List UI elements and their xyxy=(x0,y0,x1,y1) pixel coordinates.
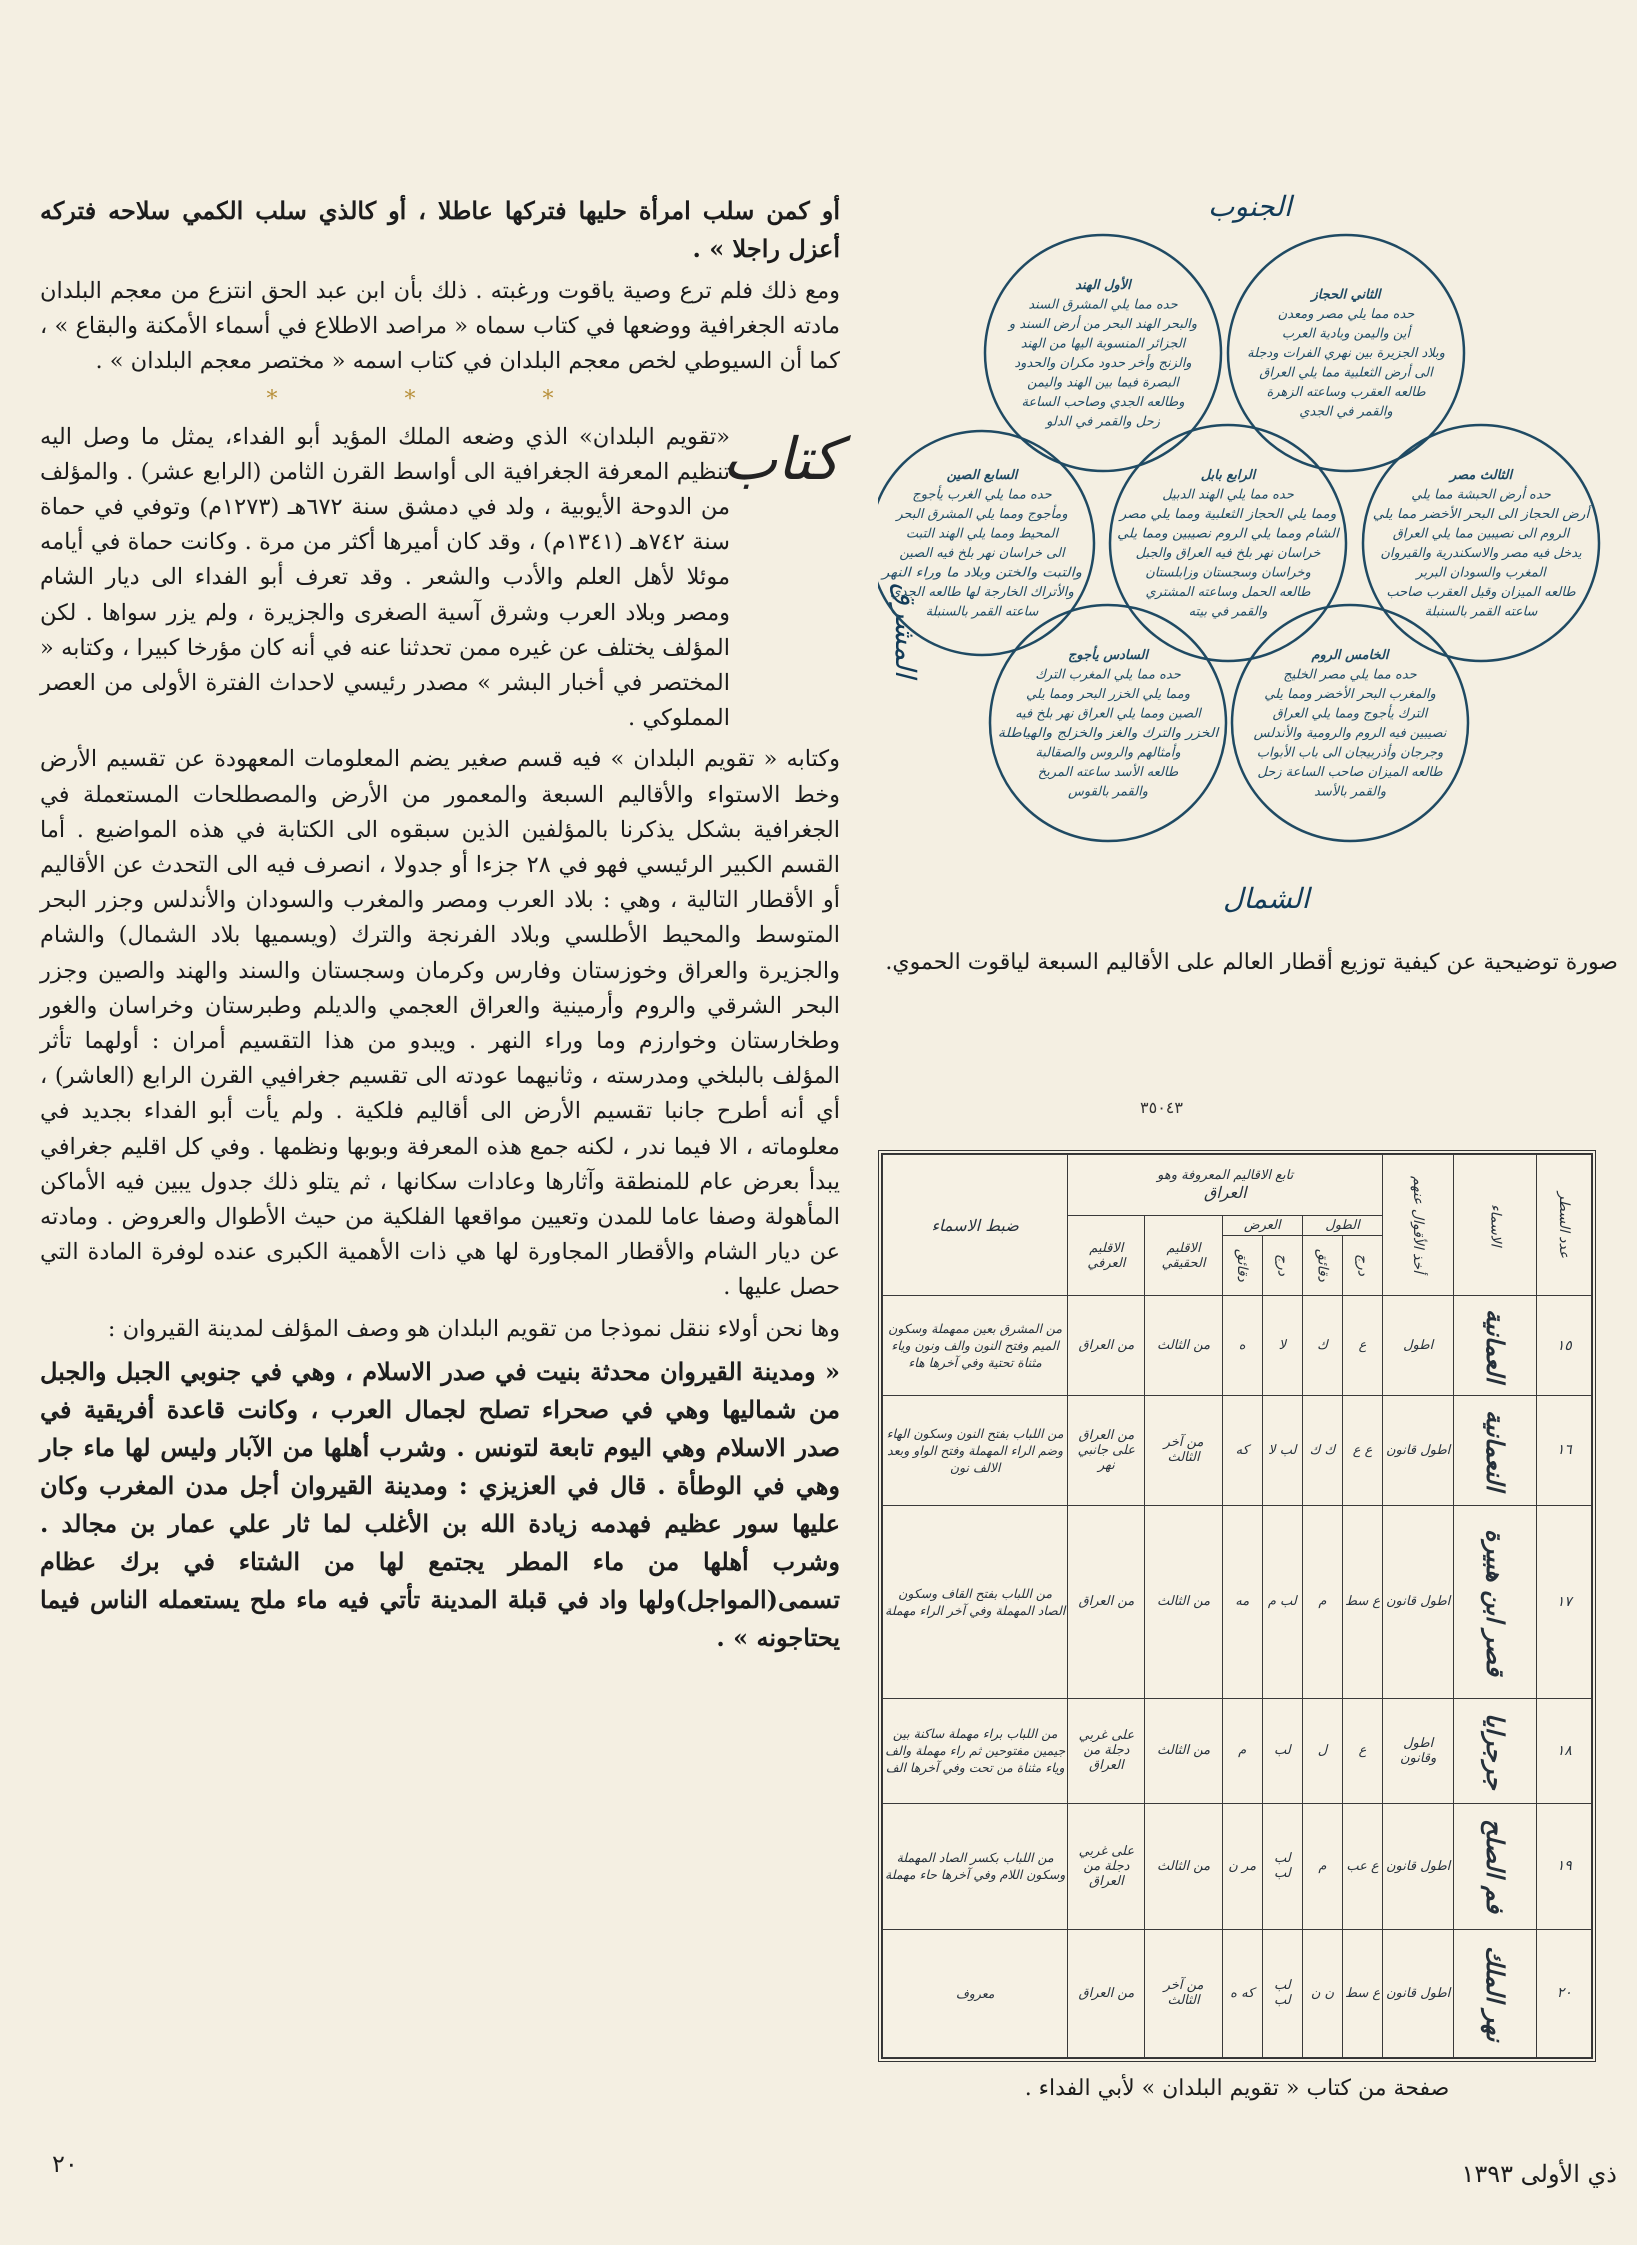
spelling-cell: معروف xyxy=(883,1929,1068,2057)
table-row xyxy=(883,1296,1592,1396)
lat-min-cell: كه ه xyxy=(1222,1929,1262,2057)
climate-title: الثاني الحجاز xyxy=(1311,287,1381,303)
lat-min-cell: م xyxy=(1222,1699,1262,1803)
climate-line: والأتراك الخارجة لها طالعه الجدي xyxy=(890,584,1069,600)
long-min-cell: ن ن xyxy=(1302,1929,1342,2057)
climate-line: الترك يأجوج ومما يلي العراق xyxy=(1272,706,1428,722)
long-min-cell: م xyxy=(1302,1505,1342,1699)
climate-line: خراسان نهر بلخ فيه العراق والجبل xyxy=(1135,545,1321,561)
lat-min-cell: كه xyxy=(1222,1396,1262,1505)
qayrawan-quote: « ومدينة القيروان محدثة بنيت في صدر الاسلام ، وهي في جنوبي الجبل والجبل من شماليها وهي في صحراء تصلح لجمال العرب ، وكانت قاعدة أفريقية في صدر الاسلام وهي اليوم تابعة لتونس . وشرب أهلها من الآبار وليس لها ماء جار وهي في الوطأة . قال في العزيزي : ومدينة القيروان أجل مدن المغرب وكان عليها سور عظيم فهدمه زيادة الله بن الأغلب لما ثار علي عمار بن مجالد . وشرب أهلها من ماء المطر يجتمع لها من الشتاء في برك عظام تسمى(المواجل)ولها واد في قبلة المدينة تأتي فيه ماء ملح يستعمله الناس فيما يحتاجونه » . xyxy=(40,1356,840,1652)
place-name: فم الصلح xyxy=(1454,1803,1537,1929)
figure-caption: صورة توضيحية عن كيفية توزيع أقطار العالم على الأقاليم السبعة لياقوت الحموي. xyxy=(885,950,1618,975)
table-row xyxy=(883,1929,1592,2057)
climate-line: يدخل فيه مصر والاسكندرية والقيروان xyxy=(1380,545,1582,561)
source-cell: اطول قانون xyxy=(1383,1396,1454,1505)
climate-line: حده مما يلي مصر الخليج xyxy=(1283,667,1417,683)
row-number: ١٩ xyxy=(1537,1803,1592,1929)
spelling-cell: من المشرق بعين ممهملة وسكون الميم وفتح النون والف ونون وياء مثناة تحتية وفي آخرها هاء xyxy=(883,1296,1068,1396)
climate-title: الرابع بابل xyxy=(1200,467,1256,483)
long-min-cell: ك xyxy=(1302,1296,1342,1396)
header-long-min: دقائق xyxy=(1302,1236,1342,1296)
real-clime-cell: من آخر الثالث xyxy=(1145,1396,1222,1505)
climate-circle xyxy=(985,235,1221,471)
row-number: ١٦ xyxy=(1537,1396,1592,1505)
climate-line: حده مما يلي الهند الدبيل xyxy=(1162,487,1294,503)
header-lat: العرض xyxy=(1222,1216,1302,1236)
climate-line: والقمر في الجدي xyxy=(1299,404,1393,420)
climate-line: أرض الحجاز الى البحر الأخضر مما يلي xyxy=(1372,506,1578,522)
long-min-cell: ل xyxy=(1302,1699,1342,1803)
lat-deg-cell: لب م xyxy=(1262,1505,1302,1699)
climate-line: وأمثالهم والروس والصقالبة xyxy=(1035,745,1181,761)
real-clime-cell: من الثالث xyxy=(1145,1296,1222,1396)
manuscript-table xyxy=(882,1154,1592,2058)
lat-deg-cell: لب xyxy=(1262,1699,1302,1803)
long-deg-cell: ع سط xyxy=(1343,1505,1383,1699)
table-row xyxy=(883,1699,1592,1803)
paragraph-summaries: ومع ذلك فلم ترع وصية ياقوت ورغبته . ذلك بأن ابن عبد الحق انتزع من معجم البلدان مادته الجغرافية ووضعها في كتاب سماه « مراصد الاطلاع في أسماء الأمكنة والبقاع » ، كما أن السيوطي لخص معجم البلدان في كتاب اسمه « مختصر معجم البلدان » . xyxy=(40,278,840,375)
real-clime-cell: من الثالث xyxy=(1145,1699,1222,1803)
place-name: نهر الملك xyxy=(1454,1929,1537,2057)
climate-line: ساعته القمر بالسنبلة xyxy=(1424,604,1538,620)
climate-circle xyxy=(1363,425,1599,661)
row-number: ١٥ xyxy=(1537,1296,1592,1396)
source-cell: اطول قانون xyxy=(1383,1929,1454,2057)
climate-line: طالعه الأسد ساعته المريخ xyxy=(1037,764,1179,780)
place-name: العمانية xyxy=(1454,1296,1537,1396)
climate-line: الشام ومما يلي الروم نصيبين ومما يلي xyxy=(1117,526,1341,542)
long-deg-cell: ع ع xyxy=(1343,1396,1383,1505)
place-name: النعمانية xyxy=(1454,1396,1537,1505)
climate-title: السابع الصين xyxy=(946,467,1018,483)
spelling-cell: من اللباب بفتح النون وسكون الهاء وضم الراء المهملة وفتح الواو وبعد الالف نون xyxy=(883,1396,1068,1505)
header-spelling: ضبط الاسماء xyxy=(883,1155,1068,1296)
row-number: ١٨ xyxy=(1537,1699,1592,1803)
climate-line: والقمر بالأسد xyxy=(1314,784,1386,800)
lat-deg-cell: لب لب xyxy=(1262,1929,1302,2057)
customary-clime-cell: على غربي دجلة من العراق xyxy=(1068,1699,1145,1803)
long-min-cell: م xyxy=(1302,1803,1342,1929)
source-cell: اطول قانون xyxy=(1383,1505,1454,1699)
south-label: الجنوب xyxy=(1208,190,1292,223)
climate-line: المغرب والسودان البربر xyxy=(1416,565,1546,581)
customary-clime-cell: على غربي دجلة من العراق xyxy=(1068,1803,1145,1929)
customary-clime-cell: من العراق xyxy=(1068,1296,1145,1396)
lat-min-cell: ه xyxy=(1222,1296,1262,1396)
real-clime-cell: من الثالث xyxy=(1145,1505,1222,1699)
spelling-cell: من اللباب بفتح القاف وسكون الصاد المهملة وفي آخر الراء مهملة xyxy=(883,1505,1068,1699)
header-lat-min: دقائق xyxy=(1222,1236,1262,1296)
paragraph-intro-quote: وها نحن أولاء ننقل نموذجا من تقويم البلدان هو وصف المؤلف لمدينة القيروان : xyxy=(107,1315,840,1342)
climate-line: البصرة فيما بين الهند واليمن xyxy=(1027,375,1179,391)
spelling-cell: من اللباب بكسر الصاد المهملة وسكون اللام وفي آخرها حاء مهملة xyxy=(883,1803,1068,1929)
paragraph-abulfida: «تقويم البلدان» الذي وضعه الملك المؤيد أبو الفداء، يمثل ما وصل اليه تنظيم المعرفة الجغرافية الى أواسط القرن الثامن (الرابع عشر) . والمؤلف من الدوحة الأيوبية ، ولد في دمشق سنة ٦٧٢هـ (١٢٧٣م) وتوفي في حماة سنة ٧٤٢هـ (١٣٤١م) ، وقد كان أميرها أكثر من مرة . وكانت حماة في أيامه موئلا لأهل العلم والأدب والشعر . وقد تعرف أبو الفداء الى ديار الشام ومصر وبلاد العرب وشرق آسية الصغرى والجزيرة ، ولم يزر سواها . لكن المؤلف يختلف عن غيره ممن تحدثنا عنه في أنه كان مؤرخا كبيرا ، وكتابه « المختصر في أخبار البشر » مصدر رئيسي لاحداث الفترة الأولى من العصر المملوكي . xyxy=(40,423,731,732)
paragraph-book-structure: وكتابه « تقويم البلدان » فيه قسم صغير يضم المعلومات المعهودة عن تقسيم الأرض وخط الاستواء والأقاليم السبعة والمعمور من الأرض والمصطلحات المستعملة في الجغرافية بشكل يذكرنا بالمؤلفين الذين سبقوه الى الكتابة في هذه المواضيع . أما القسم الكبير الرئيسي فهو في ٢٨ جزءا أو جدولا ، انصرف فيه الى التحدث عن الأقاليم أو الأقطار التالية ، وهي : بلاد العرب ومصر والمغرب والسودان والأندلس وجزر البحر المتوسط والمحيط الأطلسي وبلاد الفرنجة والترك (ويسميها بلاد الشمال) والشام والجزيرة والعراق وخوزستان وفارس وكرمان وسجستان والسند والهند والصين وجزر البحر الشرقي والروم وأرمينية والعراق العجمي والديلم وطبرستان وخراسان والغور وطخارستان وخوارزم وما وراء النهر . ويبدو من هذا التقسيم أمران : أولهما تأثر المؤلف بالبلخي ومدرسته ، وثانيهما عودته الى تقسيم جغرافيي القرن الرابع (العاشر) ، أي أنه أطرح جانبا تقسيم الأرض الى أقاليم فلكية . ولم يأت أبو الفداء بجديد في معلوماته ، الا فيما ندر ، لكنه جمع هذه المعرفة وبوبها ونظمها . وفي كل اقليم جغرافي يبدأ بعرض عام للمنطقة وآثارها وعادات سكانها ، ثم يتلو ذلك جدول يبين فيه الأماكن المأهولة وصفا عاما للمدن وتعيين مواقعها الفلكية من حيث الأطوال والعروض . ومادته عن ديار الشام والأقطار المجاورة لها هي ذات الأهمية الكبرى عنده لوفرة المادة التي حصل عليها . xyxy=(40,746,841,1301)
row-number: ١٧ xyxy=(1537,1505,1592,1699)
climate-line: وطالعه الجدي وصاحب الساعة xyxy=(1021,394,1185,410)
long-deg-cell: ع xyxy=(1343,1296,1383,1396)
climate-line: أين واليمن وبادية العرب xyxy=(1281,326,1411,342)
north-label: الشمال xyxy=(1223,882,1310,915)
east-label: المشرق xyxy=(889,583,922,678)
climate-line: والبحر الهند البحر من أرض السند و xyxy=(1008,316,1198,332)
climate-line: نصيبين فيه الروم والرومية والأندلس xyxy=(1253,725,1447,741)
climate-line: وبلاد الجزيرة بين نهري الفرات ودجلة xyxy=(1247,346,1445,361)
climate-line: والقمر في بيته xyxy=(1188,604,1268,620)
climate-line: الصين ومما يلي العراق نهر بلخ فيه xyxy=(1015,706,1201,722)
quote-ending: أو كمن سلب امرأة حليها فتركها عاطلا ، أو كالذي سلب الكمي سلاحه فتركه أعزل راجلا » . xyxy=(40,196,840,263)
climate-line: الروم الى نصيبين مما يلي العراق xyxy=(1392,526,1570,542)
lat-deg-cell: لب لب xyxy=(1262,1803,1302,1929)
header-group-title: تابع الاقاليم المعروفة وهو xyxy=(1157,1168,1294,1183)
table-row xyxy=(883,1803,1592,1929)
header-long: الطول xyxy=(1302,1216,1382,1236)
lat-min-cell: مر ن xyxy=(1222,1803,1262,1929)
climate-line: وخراسان وسجستان وزابلستان xyxy=(1145,565,1311,581)
climates-svg xyxy=(878,188,1618,938)
header-group xyxy=(1068,1155,1383,1216)
lat-deg-cell: لا xyxy=(1262,1296,1302,1396)
table-caption: صفحة من كتاب « تقويم البلدان » لأبي الفداء . xyxy=(1024,2076,1450,2101)
article-column xyxy=(40,192,840,1663)
climate-circle xyxy=(1110,425,1346,661)
climate-title: السادس يأجوج xyxy=(1067,647,1149,663)
climate-line: طالعه الحمل وساعته المشتري xyxy=(1145,584,1311,600)
climate-title: الثالث مصر xyxy=(1449,467,1513,483)
long-deg-cell: ع عب xyxy=(1343,1803,1383,1929)
source-cell: اطول وقانون xyxy=(1383,1699,1454,1803)
table-row xyxy=(883,1505,1592,1699)
climate-line: ومما يلي الحجاز الثعلبية ومما يلي مصر xyxy=(1117,506,1337,522)
climate-title: الخامس الروم xyxy=(1311,647,1389,663)
climate-line: زحل والقمر في الدلو xyxy=(1046,414,1160,430)
issue-date: ذي الأولى ١٣٩٣ xyxy=(1461,2160,1617,2188)
customary-clime-cell: من العراق xyxy=(1068,1929,1145,2057)
manuscript-code: ٣٥٠٤٣ xyxy=(1140,1098,1183,1117)
long-deg-cell: ع xyxy=(1343,1699,1383,1803)
header-count: عدد السطر xyxy=(1537,1155,1592,1296)
climate-line: حده مما يلي مصر ومعدن xyxy=(1277,307,1415,322)
place-name: قصر ابن هبيرة xyxy=(1454,1505,1537,1699)
header-source: أخذ الأقوال عنهم xyxy=(1383,1155,1454,1296)
page-number: ٢٠ xyxy=(52,2150,78,2178)
climate-line: حده مما يلي المغرب الترك xyxy=(1035,667,1181,683)
climate-line: ساعته القمر بالسنبلة xyxy=(925,604,1039,620)
climate-line: الجزائر المنسوبة اليها من الهند xyxy=(1020,336,1186,352)
header-lat-deg: درج xyxy=(1262,1236,1302,1296)
table-header-row xyxy=(883,1155,1592,1216)
lat-deg-cell: لب لا xyxy=(1262,1396,1302,1505)
taqwim-paragraph xyxy=(40,420,840,737)
climate-line: حده مما يلي المشرق السند xyxy=(1028,297,1178,313)
climate-line: المحيط ومما يلي الهند التبت xyxy=(905,526,1059,542)
header-real-clime: الاقليم الحقيقي xyxy=(1145,1216,1222,1296)
climate-line: والمغرب البحر الأخضر ومما يلي xyxy=(1264,686,1436,702)
calligraphic-lead-word: كتاب xyxy=(722,424,840,493)
long-min-cell: ك ك xyxy=(1302,1396,1342,1505)
climate-line: الخزر والترك والغز والخزلج والهياطلة xyxy=(997,725,1220,741)
climate-circle xyxy=(1232,605,1468,841)
climate-line: ومما يلي الخزر البحر ومما يلي xyxy=(1025,686,1191,702)
climate-line: ومأجوج ومما يلي المشرق البحر xyxy=(896,506,1068,522)
climate-title: الأول الهند xyxy=(1075,277,1131,293)
header-group-region: العراق xyxy=(1203,1183,1247,1202)
row-number: ٢٠ xyxy=(1537,1929,1592,2057)
climate-line: الى خراسان نهر بلخ فيه الصين xyxy=(899,545,1065,561)
climate-line: طالعه الميزان وقيل العقرب صاحب xyxy=(1386,584,1576,600)
real-clime-cell: من آخر الثالث xyxy=(1145,1929,1222,2057)
source-cell: اطول قانون xyxy=(1383,1803,1454,1929)
source-cell: اطول xyxy=(1383,1296,1454,1396)
climate-line: حده أرض الحبشة مما يلي xyxy=(1411,487,1551,503)
section-divider: * * * xyxy=(266,386,614,412)
climate-line: حده مما يلي الغرب يأجوج xyxy=(912,487,1052,503)
manuscript-table-frame xyxy=(878,1150,1596,2062)
climate-line: طالعه الميزان صاحب الساعة زحل xyxy=(1257,764,1443,780)
spelling-cell: من اللباب براء مهملة ساكنة بين جيمين مفتوحين ثم راء مهملة والف وياء مثناة من تحت وفي آخرها الف xyxy=(883,1699,1068,1803)
customary-clime-cell: من العراق xyxy=(1068,1505,1145,1699)
climate-line: والتبت والختن وبلاد ما وراء النهر xyxy=(879,565,1082,581)
lat-min-cell: مه xyxy=(1222,1505,1262,1699)
table-row xyxy=(883,1396,1592,1505)
long-deg-cell: ع سط xyxy=(1343,1929,1383,2057)
real-clime-cell: من الثالث xyxy=(1145,1803,1222,1929)
header-long-deg: درج xyxy=(1343,1236,1383,1296)
customary-clime-cell: من العراق على جانبي نهر xyxy=(1068,1396,1145,1505)
place-name: جرجرايا xyxy=(1454,1699,1537,1803)
climate-circle xyxy=(990,605,1226,841)
header-names: الاسماء xyxy=(1454,1155,1537,1296)
climates-diagram xyxy=(878,188,1618,938)
climate-line: الى أرض الثعلبية مما يلي العراق xyxy=(1259,365,1433,381)
climate-line: والقمر بالقوس xyxy=(1068,784,1148,800)
header-customary-clime: الاقليم العرفي xyxy=(1068,1216,1145,1296)
climate-line: طالعه العقرب وساعته الزهرة xyxy=(1266,385,1426,400)
climate-line: والزنج وأخر حدود مكران والحدود xyxy=(1014,355,1192,371)
climate-circles xyxy=(878,235,1599,841)
climate-line: وجرجان وأذربيجان الى باب الأبواب xyxy=(1256,745,1444,761)
